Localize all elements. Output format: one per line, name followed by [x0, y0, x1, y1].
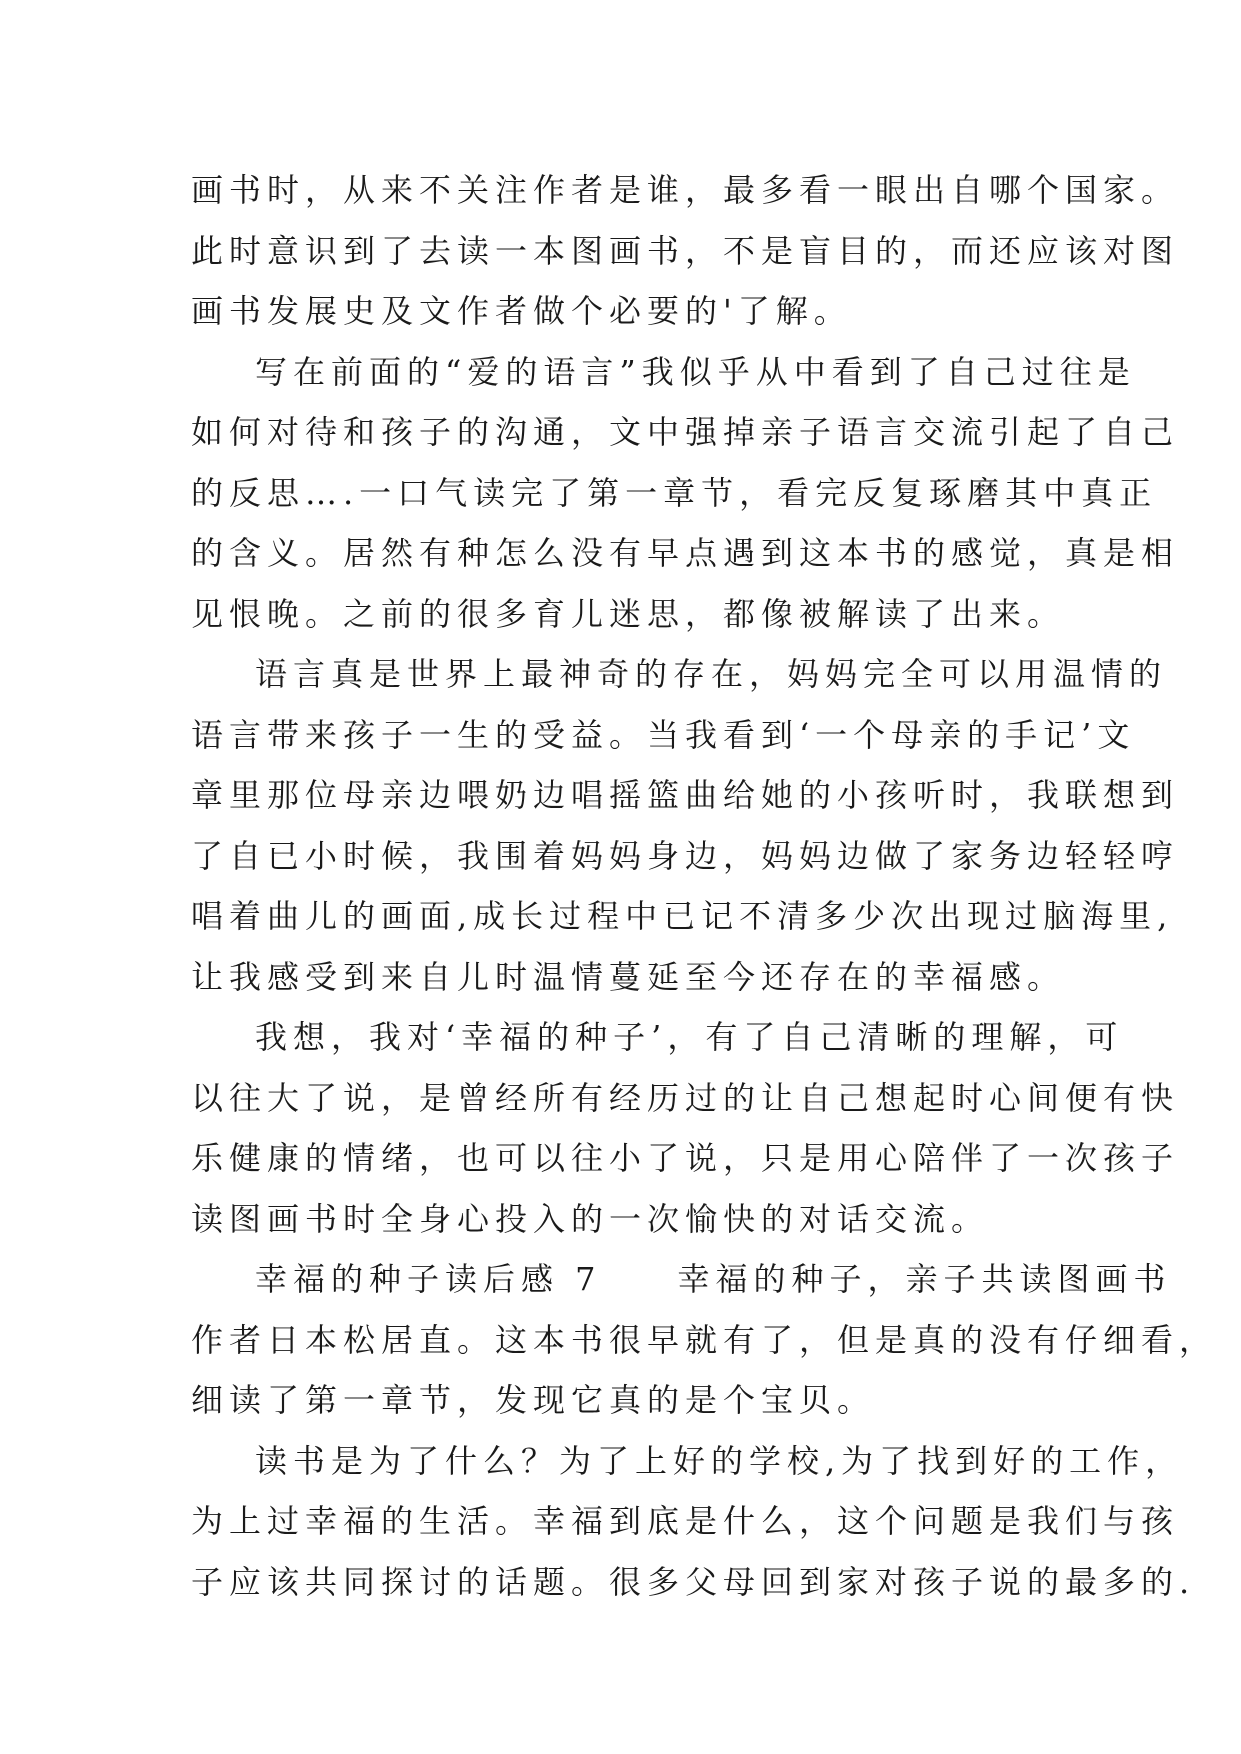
- text-line: 细读了第一章节，发现它真的是个宝贝。: [191, 1381, 876, 1419]
- text-line: 的含义。居然有种怎么没有早点遇到这本书的感觉，真是相: [191, 534, 1180, 572]
- text-line: 如何对待和孩子的沟通，文中强掉亲子语言交流引起了自己: [191, 413, 1180, 451]
- text-line: 读图画书时全身心投入的一次愉快的对话交流。: [191, 1199, 990, 1238]
- text-line: 唱着曲儿的画面,成长过程中已记不清多少次出现过脑海里,: [191, 897, 1174, 935]
- text-line: 此时意识到了去读一本图画书，不是盲目的，而还应该对图: [191, 231, 1180, 270]
- text-line: 让我感受到来自儿时温情蔓延至今还存在的幸福感。: [191, 957, 1066, 996]
- body-text: [191, 160, 1218, 1612]
- text-line: 的反思….一口气读完了第一章节，看完反复琢磨其中真正: [191, 473, 1158, 512]
- paragraph-start-line: 写在前面的“爱的语言”我似乎从中看到了自己过往是: [255, 352, 1136, 391]
- text-line: 了自已小时候，我围着妈妈身边，妈妈边做了家务边轻轻哼: [191, 836, 1180, 875]
- text-line: 以往大了说，是曾经所有经历过的让自己想起时心间便有快: [191, 1078, 1180, 1117]
- text-line: 作者日本松居直。这本书很早就有了，但是真的没有仔细看，: [191, 1320, 1218, 1359]
- text-line: 乐健康的情绪，也可以往小了说，只是用心陪伴了一次孩子: [191, 1139, 1180, 1177]
- text-line: 为上过幸福的生活。幸福到底是什么，这个问题是我们与孩: [191, 1502, 1180, 1540]
- text-line: 语言带来孩子一生的受益。当我看到‘一个母亲的手记’文: [191, 715, 1136, 754]
- text-line: 章里那位母亲边喂奶边唱摇篮曲给她的小孩听时，我联想到: [191, 776, 1180, 814]
- text-line: 子应该共同探讨的话题。很多父母回到家对孩子说的最多的.: [191, 1562, 1196, 1601]
- paragraph-start-line: 读书是为了什么？为了上好的学校,为了找到好的工作，: [255, 1441, 1184, 1480]
- section-heading-line: 幸福的种子读后感 7 幸福的种子，亲子共读图画书: [255, 1260, 1172, 1298]
- paragraph-start-line: 我想，我对‘幸福的种子’，有了自己清晰的理解，可: [255, 1018, 1124, 1056]
- text-line: 画书发展史及文作者做个必要的'了解。: [191, 292, 852, 330]
- paragraph-start-line: 语言真是世界上最神奇的存在，妈妈完全可以用温情的: [255, 655, 1168, 693]
- text-line: 见恨晚。之前的很多育儿迷思，都像被解读了出来。: [191, 594, 1066, 633]
- text-line: 画书时，从来不关注作者是谁，最多看一眼出自哪个国家。: [191, 171, 1180, 209]
